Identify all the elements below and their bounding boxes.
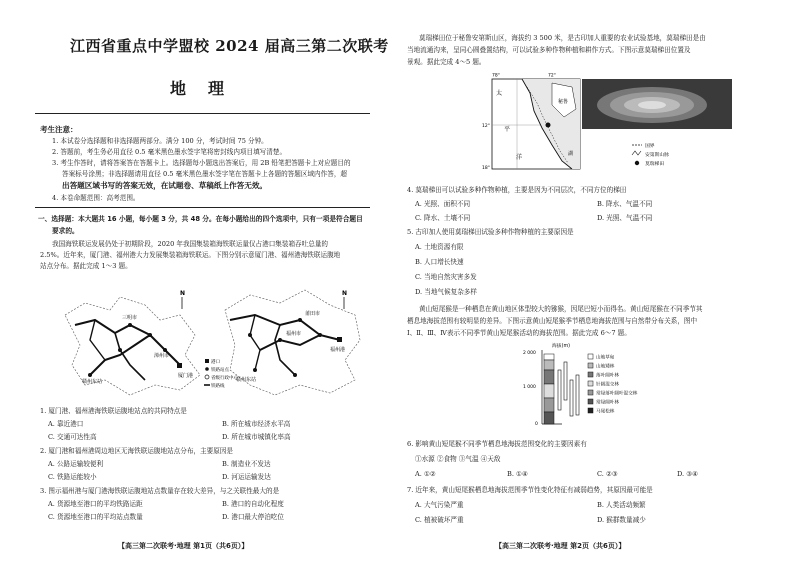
q4-option-c: C. 降水、土壤不同 (415, 214, 471, 222)
map-label: 厦门港 (178, 373, 194, 379)
svg-text:山地草甸: 山地草甸 (596, 355, 615, 361)
map-label: 太 (496, 90, 503, 97)
map-label: 72° (548, 73, 556, 79)
terrace-photo (582, 79, 732, 129)
intro-line: 我国海铁联运发展仍处于初期阶段，2020 年我国集装箱海铁联运量仅占港口集装箱吞吐总量的 (52, 240, 329, 248)
q7-option-a: A. 大气污染严重 (415, 501, 464, 509)
tick-label: 1 000 (523, 385, 536, 390)
q3-option-a: A. 货源地至港口的平均铁路运距 (48, 500, 143, 508)
q7-option-b: B. 人类活动频繁 (597, 501, 646, 509)
q4-option-a: A. 光照、面积不同 (415, 200, 471, 208)
intro2-line: 黄山短尾猴是一种栖息在黄山地区体型较大的猕猴，因尾巴短小而得名。黄山短尾猴在不同季节其 (419, 305, 703, 313)
svg-text:港口: 港口 (211, 360, 220, 365)
chart-ylabel: 海拔(m) (552, 344, 571, 349)
intro-line: 当地流通沟来，呈同心圆叠置结构，可以试验多种作物种植和耕作方式。下图示意莫瑞梯田位置及 (407, 46, 691, 54)
notice-divider (35, 207, 370, 208)
svg-text:针阔混交林: 针阔混交林 (596, 382, 619, 388)
map-label: 漳州市 (154, 353, 170, 359)
north-arrow-icon: N (180, 290, 186, 297)
notice-line: 出答题区域书写的答案无效，在试题卷、草稿纸上作答无效。 (62, 181, 268, 190)
q2-option-a: A. 公路运输较便利 (48, 460, 104, 468)
q2-option-d: D. 河运运输发达 (222, 473, 271, 481)
notice-heading: 考生注意： (40, 125, 78, 134)
page-footer: 【高三第二次联考·地理 第2页（共6页）】 (495, 542, 626, 550)
peru-map (482, 73, 580, 171)
map-label: 福州市 (286, 331, 302, 337)
q1-option-c: C. 交通可达性高 (48, 433, 97, 441)
question-1: 1. 厦门港、福州港海铁联运腹地站点的共同特点是 (40, 407, 187, 415)
map-label: 秘鲁 (558, 99, 569, 105)
map-label: 莆田市 (305, 311, 321, 317)
question-7: 7. 近年来，黄山短尾猴栖息地海拔范围季节性变化特征有减弱趋势，其原因最可能是 (407, 486, 653, 494)
svg-text:常绿落叶阔叶混交林: 常绿落叶阔叶混交林 (596, 391, 638, 397)
q6-option-b: B. ①④ (507, 470, 528, 478)
svg-text:马尾松林: 马尾松林 (596, 409, 615, 415)
peru-location-figure (482, 73, 742, 175)
q2-option-b: B. 制造业不发达 (222, 460, 271, 468)
monkey-altitude-figure (522, 340, 682, 428)
exam-title: 江西省重点中学盟校 2024 届高三第二次联考 (70, 37, 389, 55)
question-6: 6. 影响黄山短尾猴不同季节栖息地海拔范围变化的主要因素有 (407, 440, 587, 448)
map-label: 赣州东站 (82, 379, 103, 385)
svg-text:铁路线: 铁路线 (211, 384, 225, 389)
q1-option-a: A. 靠近港口 (48, 420, 84, 428)
header-divider (35, 113, 370, 114)
section-heading-cont: 要求的。 (52, 227, 79, 235)
q7-option-c: C. 植被破坏严重 (415, 516, 464, 524)
notice-line: 答案标号涂黑；非选择题请用直径 0.5 毫米黑色墨水签字笔在答题卡上各题的答题区域内作答，超 (62, 170, 348, 178)
q4-option-d: D. 光照、气温不同 (597, 214, 653, 222)
notice-line: 2. 答题前，考生务必用直径 0.5 毫米黑色墨水签字笔将密封线内项目填写清楚。 (52, 148, 287, 156)
notice-line: 1. 本试卷分选择题和非选择题两部分。满分 100 分，考试时间 75 分钟。 (52, 137, 268, 145)
q6-option-a: A. ①② (415, 470, 436, 478)
tick-label: 0 (535, 422, 538, 427)
question-5: 5. 古印加人使用莫瑞梯田试验多种作物种植的主要原因是 (407, 228, 574, 236)
q1-option-b: B. 所在城市经济水平高 (222, 420, 291, 428)
q6-option-d: D. ③④ (677, 470, 699, 478)
intro-line: 莫瑞梯田位于秘鲁安第斯山区，海拔约 3 500 米，是古印加人重要的农业试验基地，莫瑞梯田是由 (419, 34, 706, 42)
subject-title: 地理 (170, 79, 247, 98)
map-label: 三明市 (122, 315, 138, 321)
svg-text:落叶阔叶林: 落叶阔叶林 (596, 373, 619, 379)
intro2-line: Ⅰ、Ⅱ、Ⅲ、Ⅳ表示不同季节黄山短尾猴活动的海拔范围。据此完成 6～7 题。 (407, 329, 631, 337)
q6-option-c: C. ②③ (597, 470, 618, 478)
intro-line: 景观。据此完成 4～5 题。 (407, 58, 486, 66)
q5-option-d: D. 当地气候复杂多样 (415, 288, 477, 296)
notice-line: 3. 考生作答时，请将答案答在答题卡上。选择题每小题选出答案后，用 2B 铅笔把答题卡上对应题目的 (52, 159, 351, 167)
map-label: 洋 (516, 154, 523, 161)
svg-text:安第斯山脉: 安第斯山脉 (645, 153, 669, 158)
fuzhou-map (225, 290, 360, 395)
svg-text:常绿阔叶林: 常绿阔叶林 (596, 400, 619, 406)
map-label: 18° (482, 166, 490, 171)
north-arrow-icon: N (342, 290, 348, 297)
q2-option-c: C. 铁路运能较小 (48, 473, 97, 481)
q6-statements: ①水源 ②食物 ③气温 ④天敌 (415, 455, 501, 463)
xiamen-map (65, 290, 200, 395)
notice-line: 4. 本卷命题范围：高考范围。 (52, 194, 140, 202)
q7-option-d: D. 猴群数量减少 (597, 516, 646, 524)
q3-option-c: C. 货源地至港口的平均站点数量 (48, 513, 143, 521)
map-label: 福州港 (330, 347, 346, 353)
section-heading: 一、选择题：本大题共 16 小题，每小题 3 分，共 48 分。在每小题给出的四个选项中，只有一项是符合题目 (38, 215, 363, 223)
q3-option-b: B. 港口的自动化程度 (222, 500, 284, 508)
intro-line: 2.5%。近年来，厦门港、福州港大力发展集装箱海铁联运。下图分别示意厦门港、福州港海铁联运腹地 (40, 251, 341, 259)
intro2-line: 栖息地海拔范围有较明显的差异。下图示意黄山短尾猴季节栖息地海拔范围与自然带分布关系，图中 (407, 317, 698, 325)
q5-option-b: B. 人口增长快速 (415, 258, 464, 266)
map-label: 78° (492, 73, 500, 79)
intro-line: 站点分布。据此完成 1～3 题。 (40, 262, 132, 270)
right-page (397, 0, 794, 561)
map-legend (204, 358, 238, 389)
page-footer: 【高三第二次联考·地理 第1页（共6页）】 (118, 542, 249, 550)
q4-option-b: B. 降水、气温不同 (597, 200, 653, 208)
question-3: 3. 图示福州港与厦门港海铁联运腹地站点数量存在较大差异，与之关联性最大的是 (40, 487, 280, 495)
q5-option-a: A. 土地资源有限 (415, 243, 464, 251)
svg-text:国界: 国界 (645, 144, 655, 149)
svg-text:铁路站点: 铁路站点 (211, 368, 229, 373)
q3-option-d: D. 港口最大停泊吃位 (222, 513, 284, 521)
map-label: 赣州东站 (236, 377, 257, 383)
svg-text:莫瑞梯田: 莫瑞梯田 (645, 162, 665, 167)
chart-legend (588, 354, 638, 415)
map-label: 12° (482, 124, 490, 129)
moray-marker (546, 123, 551, 128)
question-2: 2. 厦门港和福州港周边地区无海铁联运腹地站点分布，主要原因是 (40, 447, 234, 455)
svg-text:山地矮林: 山地矮林 (596, 364, 615, 370)
map-label: 湖 (568, 151, 574, 157)
q5-option-c: C. 当地自然灾害多发 (415, 273, 477, 281)
q1-option-d: D. 所在城市城镇化率高 (222, 433, 291, 441)
map-label: 平 (504, 126, 511, 133)
rail-maps-figure (60, 285, 365, 400)
peru-legend (632, 142, 669, 167)
tick-label: 2 000 (523, 351, 536, 356)
svg-text:省级行政中心: 省级行政中心 (211, 376, 238, 381)
question-4: 4. 莫瑞梯田可以试验多种作物种植，主要是因为不同层次，不同方位的梯田 (407, 186, 627, 194)
